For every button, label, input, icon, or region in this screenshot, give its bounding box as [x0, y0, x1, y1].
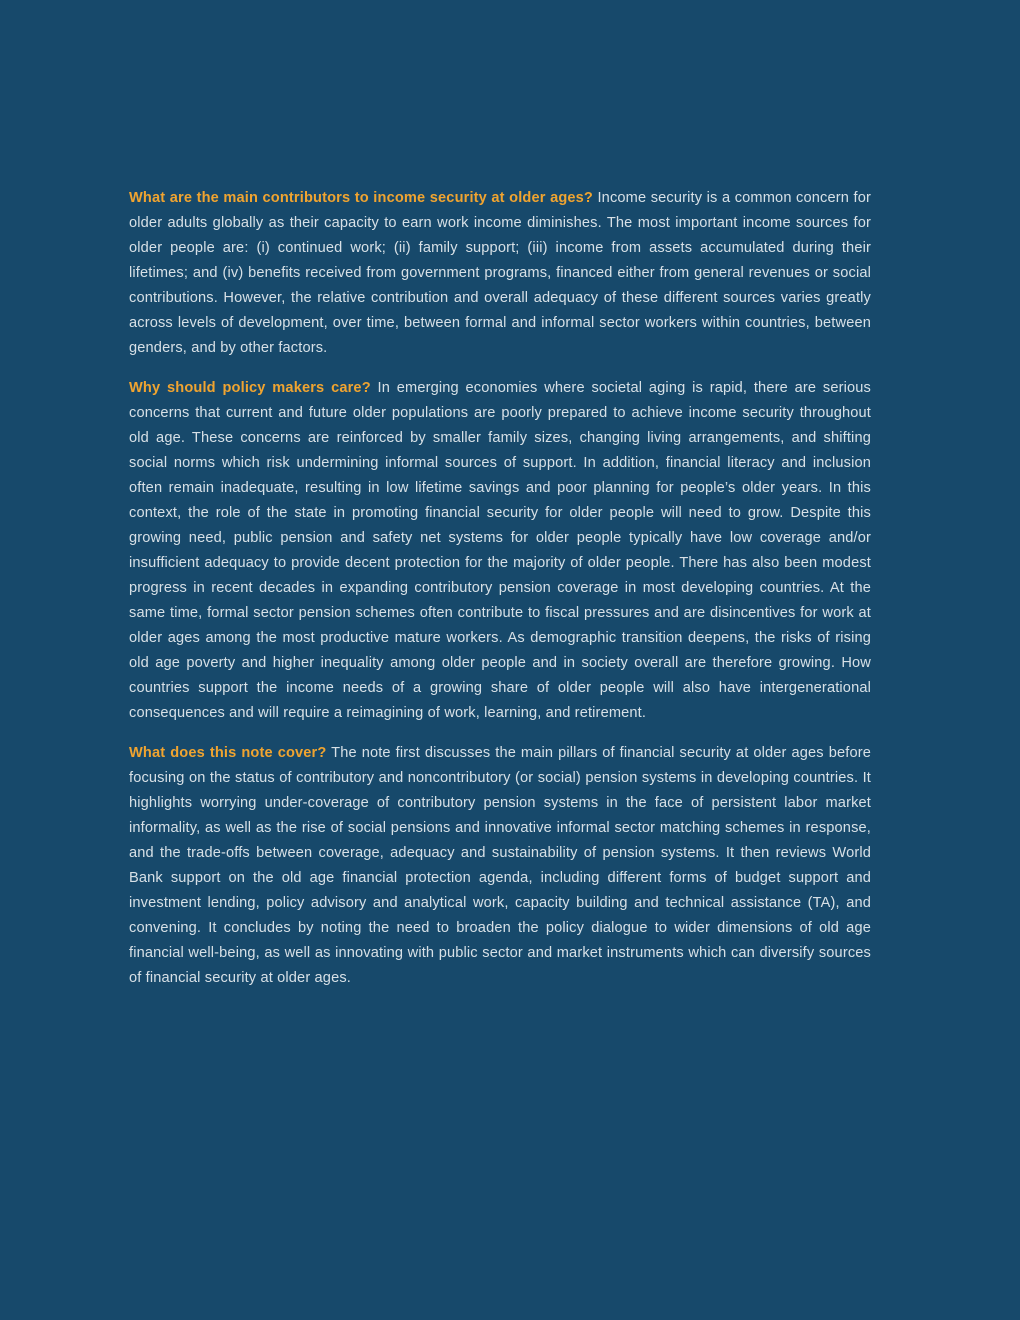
paragraph-text-policy-makers: In emerging economies where societal aging is rapid, there are serious concerns that current and future older populations are poorly prepared to achieve income security throughout old age. These concerns are reinforced by smaller family sizes, changing living arrangements, and shifting social norms which risk undermining informal sources of support. In addition, financial literacy and inclusion often remain inadequate, resulting in low lifetime savings and poor planning for people’s older years. In this context, the role of the state in promoting financial security for older people will need to grow. Despite this growing need, public pension and safety net systems for older people typically have low coverage and/or insufficient adequacy to provide decent protection for the majority of older people. There has also been modest progress in recent decades in expanding contributory pension coverage in most developing countries. At the same time, formal sector pension schemes often contribute to fiscal pressures and are disincentives for work at older ages among the most productive mature workers. As demographic transition deepens, the risks of rising old age poverty and higher inequality among older people and in society overall are therefore growing. How countries support the income needs of a growing share of older people will also have intergenerational consequences and will require a reimagining of work, learning, and retirement.: [129, 380, 871, 721]
paragraph-policy-makers: [129, 376, 871, 726]
question-heading-contributors: What are the main contributors to income security at older ages?: [129, 190, 593, 206]
question-heading-note-coverage: What does this note cover?: [129, 745, 327, 761]
question-heading-policy-makers: Why should policy makers care?: [129, 380, 371, 396]
paragraph-note-coverage: [129, 741, 871, 991]
paragraph-text-contributors: Income security is a common concern for older adults globally as their capacity to earn work income diminishes. The most important income sources for older people are: (i) continued work; (ii) family support; (iii) income from assets accumulated during their lifetimes; and (iv) benefits received from government programs, financed either from general revenues or social contributions. However, the relative contribution and overall adequacy of these different sources varies greatly across levels of development, over time, between formal and informal sector workers within countries, between genders, and by other factors.: [129, 190, 871, 356]
paragraph-income-contributors: [129, 186, 871, 361]
text-block: [129, 186, 871, 991]
paragraph-text-note-coverage: The note first discusses the main pillars of financial security at older ages before focusing on the status of contributory and noncontributory (or social) pension systems in developing countries. It highlights worrying under-coverage of contributory pension systems in the face of persistent labor market informality, as well as the rise of social pensions and innovative informal sector matching schemes in response, and the trade-offs between coverage, adequacy and sustainability of pension systems. It then reviews World Bank support on the old age financial protection agenda, including different forms of budget support and investment lending, policy advisory and analytical work, capacity building and technical assistance (TA), and convening. It concludes by noting the need to broaden the policy dialogue to wider dimensions of old age financial well-being, as well as innovating with public sector and market instruments which can diversify sources of financial security at older ages.: [129, 745, 871, 986]
